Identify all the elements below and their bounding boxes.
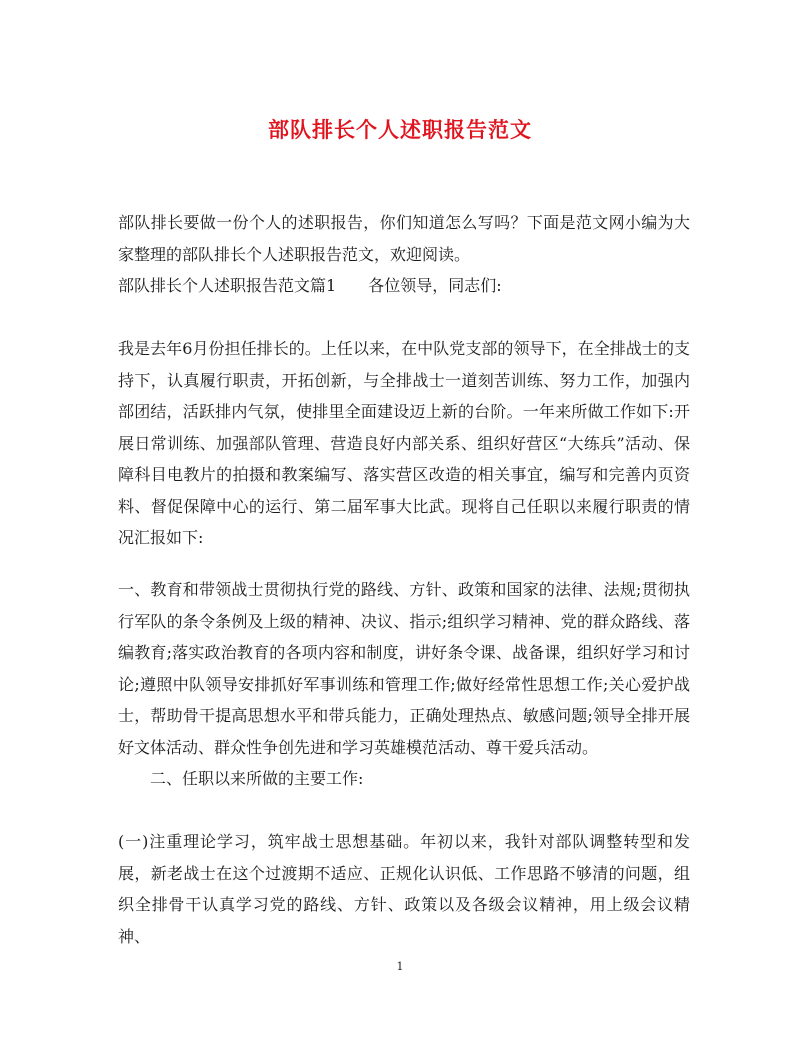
document-title: 部队排长个人述职报告范文: [268, 117, 532, 142]
section-heading-line: [118, 270, 690, 302]
paragraph-4: (一)注重理论学习，筑牢战士思想基础。年初以来，我针对部队调整转型和发展，新老战士在这个过渡期不适应、正规化认识低、工作思路不够清的问题，组织全排骨干认真学习党的路线、方针、政策以及各级会议精神，用上级会议精神、: [118, 832, 690, 946]
salutation: 各位领导，同志们:: [368, 276, 502, 295]
paragraph-1: 我是去年6月份担任排长的。上任以来，在中队党支部的领导下，在全排战士的支持下，认真履行职责，开拓创新，与全排战士一道刻苦训练、努力工作，加强内部团结，活跃排内气氛，使排里全面建设迈上新的台阶。一年来所做工作如下:开展日常训练、加强部队管理、营造良好内部关系、组织好营区“大练兵”活动、保障科目电教片的拍摄和教案编写、落实营区改造的相关事宜，编写和完善内页资料、督促保障中心的运行、第二届军事大比武。现将自己任职以来履行职责的情况汇报如下:: [118, 339, 690, 547]
intro-paragraph: 部队排长要做一份个人的述职报告，你们知道怎么写吗？下面是范文网小编为大家整理的部队排长个人述职报告范文，欢迎阅读。: [118, 213, 690, 264]
paragraph-2: 一、教育和带领战士贯彻执行党的路线、方针、政策和国家的法律、法规;贯彻执行军队的条令条例及上级的精神、决议、指示;组织学习精神、党的群众路线、落编教育;落实政治教育的各项内容和制度，讲好条令课、战备课，组织好学习和讨论;遵照中队领导安排抓好军事训练和管理工作;做好经常性思想工作;关心爱护战士，帮助骨干提高思想水平和带兵能力，正确处理热点、敏感问题;领导全排开展好文体活动、群众性争创先进和学习英雄模范活动、尊干爱兵活动。: [118, 580, 690, 757]
section-heading: 部队排长个人述职报告范文篇1: [118, 276, 337, 295]
page-number: 1: [396, 960, 404, 973]
paragraph-3: 二、任职以来所做的主要工作:: [150, 769, 364, 788]
